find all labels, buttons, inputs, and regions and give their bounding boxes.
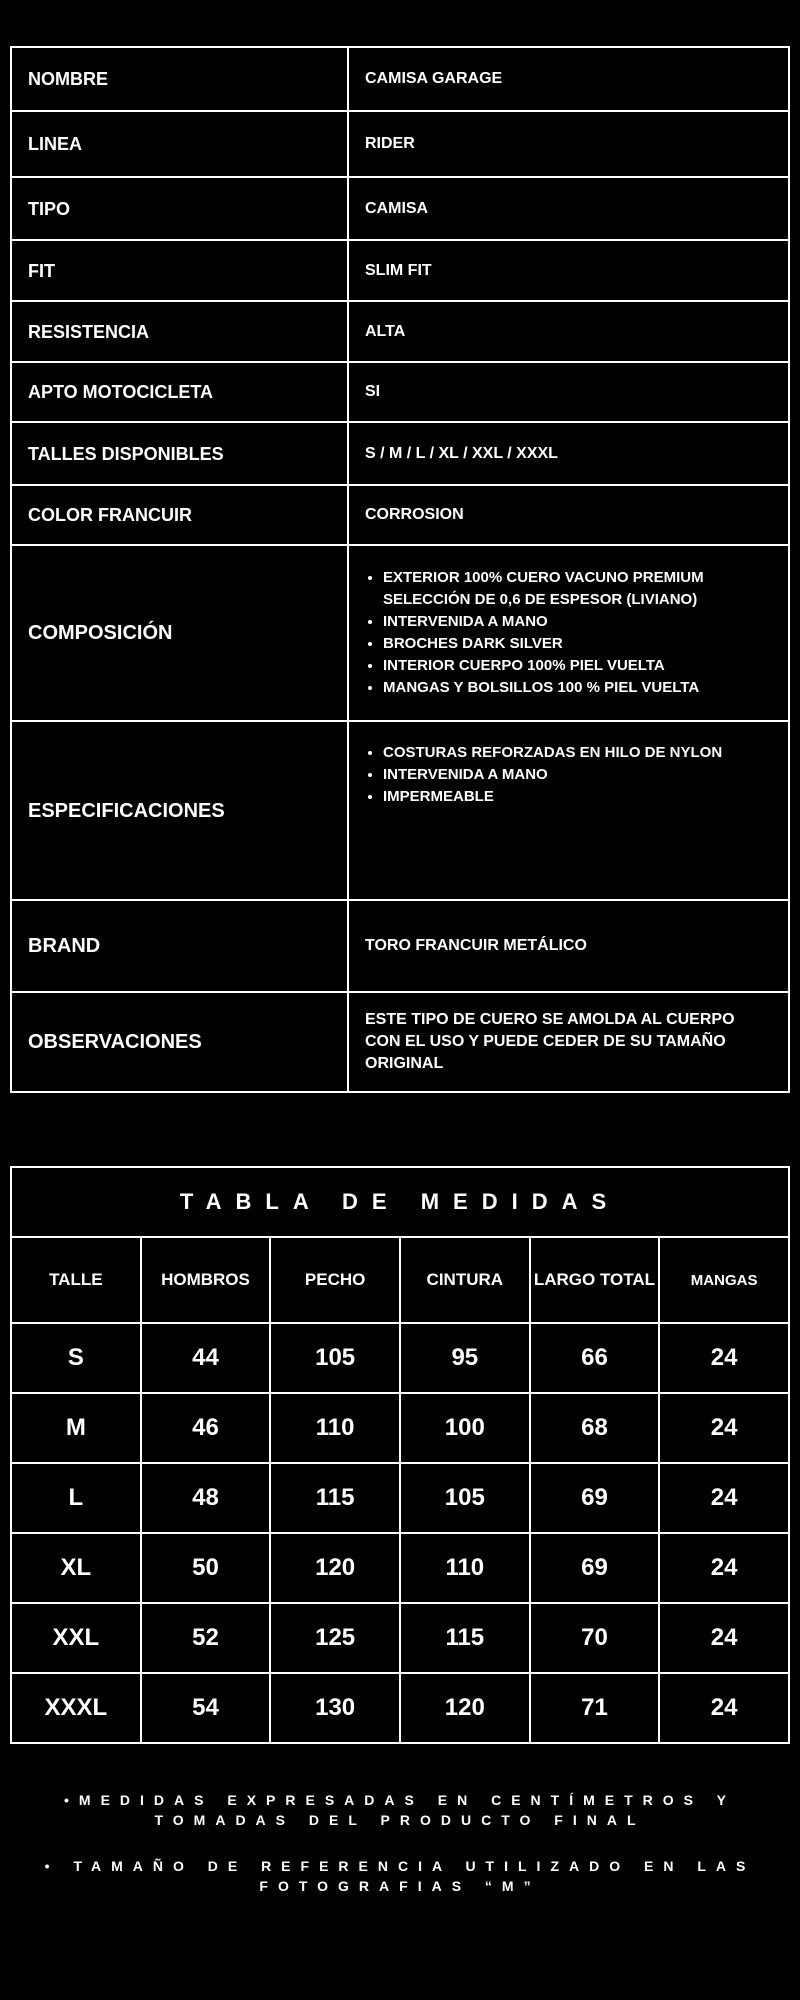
spec-value: CORROSION bbox=[348, 485, 789, 545]
table-cell: 69 bbox=[530, 1533, 660, 1603]
spec-row-composicion bbox=[11, 545, 789, 721]
product-spec-table bbox=[10, 46, 790, 1093]
spec-key: NOMBRE bbox=[11, 47, 348, 111]
spec-value: CAMISA bbox=[348, 177, 789, 240]
size-chart-table bbox=[10, 1166, 790, 1744]
spec-row-tipo bbox=[11, 177, 789, 240]
table-cell: 24 bbox=[659, 1603, 789, 1673]
spec-key: OBSERVACIONES bbox=[11, 992, 348, 1092]
spec-value: SLIM FIT bbox=[348, 240, 789, 301]
table-cell: 69 bbox=[530, 1463, 660, 1533]
spec-value: ESTE TIPO DE CUERO SE AMOLDA AL CUERPO CON EL USO Y PUEDE CEDER DE SU TAMAÑO ORIGINAL bbox=[348, 992, 789, 1092]
column-header: LARGO TOTAL bbox=[530, 1237, 660, 1323]
table-cell: 110 bbox=[270, 1393, 400, 1463]
table-cell: 125 bbox=[270, 1603, 400, 1673]
size-chart-header-row bbox=[11, 1237, 789, 1323]
spec-row-especificaciones bbox=[11, 721, 789, 900]
column-header: CINTURA bbox=[400, 1237, 530, 1323]
column-header: MANGAS bbox=[659, 1237, 789, 1323]
list-item: • IMPERMEABLE bbox=[383, 786, 772, 808]
especificaciones-list-cell bbox=[348, 721, 789, 900]
table-cell: 50 bbox=[141, 1533, 271, 1603]
size-chart-title: TABLA DE MEDIDAS bbox=[11, 1167, 789, 1237]
spec-value: ALTA bbox=[348, 301, 789, 362]
table-cell: 24 bbox=[659, 1533, 789, 1603]
spec-key: RESISTENCIA bbox=[11, 301, 348, 362]
table-cell: 105 bbox=[270, 1323, 400, 1393]
footnotes bbox=[10, 1790, 790, 1922]
table-cell: 46 bbox=[141, 1393, 271, 1463]
table-cell: 52 bbox=[141, 1603, 271, 1673]
table-row bbox=[11, 1393, 789, 1463]
spec-key: FIT bbox=[11, 240, 348, 301]
table-cell: L bbox=[11, 1463, 141, 1533]
table-cell: 110 bbox=[400, 1533, 530, 1603]
spec-value: CAMISA GARAGE bbox=[348, 47, 789, 111]
spec-value: RIDER bbox=[348, 111, 789, 177]
table-cell: 24 bbox=[659, 1463, 789, 1533]
table-cell: 44 bbox=[141, 1323, 271, 1393]
column-header: HOMBROS bbox=[141, 1237, 271, 1323]
table-cell: 68 bbox=[530, 1393, 660, 1463]
list-item: • EXTERIOR 100% CUERO VACUNO PREMIUM SELECCIÓN DE 0,6 DE ESPESOR (LIVIANO) bbox=[383, 567, 772, 611]
table-cell: 120 bbox=[400, 1673, 530, 1743]
table-cell: 100 bbox=[400, 1393, 530, 1463]
spec-value: TORO FRANCUIR METÁLICO bbox=[348, 900, 789, 992]
footnote-measurements: •MEDIDAS EXPRESADAS EN CENTÍMETROS Y TOMADAS DEL PRODUCTO FINAL bbox=[64, 1792, 736, 1828]
table-cell: XXXL bbox=[11, 1673, 141, 1743]
spec-value: SI bbox=[348, 362, 789, 422]
table-row bbox=[11, 1673, 789, 1743]
table-cell: XL bbox=[11, 1533, 141, 1603]
spec-key: ESPECIFICACIONES bbox=[11, 721, 348, 900]
table-cell: 54 bbox=[141, 1673, 271, 1743]
table-cell: 115 bbox=[400, 1603, 530, 1673]
spec-row-observaciones bbox=[11, 992, 789, 1092]
table-cell: 71 bbox=[530, 1673, 660, 1743]
table-cell: 105 bbox=[400, 1463, 530, 1533]
size-chart-title-row bbox=[11, 1167, 789, 1237]
table-cell: S bbox=[11, 1323, 141, 1393]
table-cell: 66 bbox=[530, 1323, 660, 1393]
list-item: • MANGAS Y BOLSILLOS 100 % PIEL VUELTA bbox=[383, 677, 772, 699]
spec-key: LINEA bbox=[11, 111, 348, 177]
spec-key: BRAND bbox=[11, 900, 348, 992]
composicion-list-cell bbox=[348, 545, 789, 721]
table-cell: 24 bbox=[659, 1393, 789, 1463]
spec-row-talles bbox=[11, 422, 789, 485]
table-cell: 130 bbox=[270, 1673, 400, 1743]
spec-key: COMPOSICIÓN bbox=[11, 545, 348, 721]
table-cell: XXL bbox=[11, 1603, 141, 1673]
column-header: PECHO bbox=[270, 1237, 400, 1323]
table-cell: 95 bbox=[400, 1323, 530, 1393]
column-header: TALLE bbox=[11, 1237, 141, 1323]
list-item: • INTERVENIDA A MANO bbox=[383, 611, 772, 633]
spec-key: TIPO bbox=[11, 177, 348, 240]
especificaciones-list bbox=[365, 742, 772, 808]
table-row bbox=[11, 1323, 789, 1393]
table-row bbox=[11, 1603, 789, 1673]
table-row bbox=[11, 1533, 789, 1603]
table-cell: 24 bbox=[659, 1673, 789, 1743]
table-cell: 120 bbox=[270, 1533, 400, 1603]
table-cell: 48 bbox=[141, 1463, 271, 1533]
spec-row-linea bbox=[11, 111, 789, 177]
table-cell: 115 bbox=[270, 1463, 400, 1533]
spec-row-fit bbox=[11, 240, 789, 301]
spec-key: APTO MOTOCICLETA bbox=[11, 362, 348, 422]
table-cell: M bbox=[11, 1393, 141, 1463]
composicion-list bbox=[365, 567, 772, 699]
spec-row-apto-motocicleta bbox=[11, 362, 789, 422]
list-item: • INTERVENIDA A MANO bbox=[383, 764, 772, 786]
spec-key: COLOR FRANCUIR bbox=[11, 485, 348, 545]
list-item: • COSTURAS REFORZADAS EN HILO DE NYLON bbox=[383, 742, 772, 764]
spec-row-nombre bbox=[11, 47, 789, 111]
spec-row-brand bbox=[11, 900, 789, 992]
spec-key: TALLES DISPONIBLES bbox=[11, 422, 348, 485]
spec-row-color bbox=[11, 485, 789, 545]
list-item: • INTERIOR CUERPO 100% PIEL VUELTA bbox=[383, 655, 772, 677]
footnote-reference-size: • TAMAÑO DE REFERENCIA UTILIZADO EN LAS FOTOGRAFIAS “M” bbox=[44, 1858, 756, 1894]
table-cell: 24 bbox=[659, 1323, 789, 1393]
spec-row-resistencia bbox=[11, 301, 789, 362]
list-item: • BROCHES DARK SILVER bbox=[383, 633, 772, 655]
table-cell: 70 bbox=[530, 1603, 660, 1673]
table-row bbox=[11, 1463, 789, 1533]
spec-value: S / M / L / XL / XXL / XXXL bbox=[348, 422, 789, 485]
